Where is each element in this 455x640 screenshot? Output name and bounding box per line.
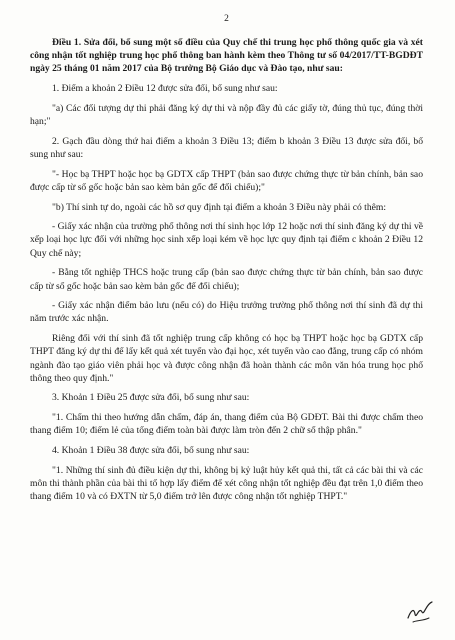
paragraph: "b) Thí sinh tự do, ngoài các hồ sơ quy định tại điểm a khoản 3 Điều này phải có thêm: xyxy=(52,201,387,213)
page-number: 2 xyxy=(224,14,229,24)
paragraph: "a) Các đối tượng dự thi phải đăng ký dự thi và nộp đầy đủ các giấy tờ, đúng thủ tục, đúng thời hạn;" xyxy=(30,102,423,128)
paragraph: Riêng đối với thí sinh đã tốt nghiệp trung cấp không có học bạ THPT hoặc học bạ GDTX cấp THPT đăng ký dự thi để lấy kết quả xét tuyển vào đại học, xét tuyển vào cao đẳng, trung cấp có nhóm ngành đào tạo giáo viên phải học và được công nhận đã hoàn thành các môn văn hóa trung học phổ thông theo quy định." xyxy=(30,333,423,384)
paragraph: 4. Khoản 1 Điều 38 được sửa đổi, bổ sung như sau: xyxy=(52,445,250,457)
article-1-heading: Điều 1. Sửa đổi, bổ sung một số điều của Quy chế thi trung học phổ thông quốc gia và xét công nhận tốt nghiệp trung học phổ thông ban hành kèm theo Thông tư số 04/2017/TT-BGDĐT ngày 25 tháng 01 năm 2017 của Bộ trưởng Bộ Giáo dục và Đào tạo, như sau: xyxy=(30,37,423,75)
paragraph: - Giấy xác nhận của trường phổ thông nơi thí sinh học lớp 12 hoặc nơi thí sinh đăng ký dự thi về xếp loại học lực đối với những học sinh xếp loại kém về học lực quy định tại điểm c khoản 2 Điều 12 Quy chế này; xyxy=(30,221,423,259)
paragraph: "- Học bạ THPT hoặc học bạ GDTX cấp THPT (bản sao được chứng thực từ bản chính, bản sao được cấp từ sổ gốc hoặc bản sao kèm bản gốc để đối chiếu);" xyxy=(30,168,423,193)
paragraph: "1. Chấm thi theo hướng dẫn chấm, đáp án, thang điểm của Bộ GDĐT. Bài thi được chấm theo thang điểm 10; điểm lẻ của tổng điểm toàn bài được làm tròn đến 2 chữ số thập phân." xyxy=(30,412,423,437)
paragraph: - Bằng tốt nghiệp THCS hoặc trung cấp (bản sao được chứng thực từ bản chính, bản sao được cấp từ sổ gốc hoặc bản sao kèm bản gốc để đối chiếu); xyxy=(30,267,423,292)
paragraph: 1. Điểm a khoản 2 Điều 12 được sửa đổi, bổ sung như sau: xyxy=(52,83,278,95)
paragraph: - Giấy xác nhận điểm bảo lưu (nếu có) do Hiệu trưởng trường phổ thông nơi thí sinh đã dự thi năm trước xác nhận. xyxy=(30,300,423,325)
initials-signature-icon xyxy=(405,598,435,626)
paragraph: "1. Những thí sinh đủ điều kiện dự thi, không bị kỷ luật hủy kết quả thi, tất cả các bài thi và các môn thi thành phần của bài thi tổ hợp lấy điểm để xét công nhận tốt nghiệp đều đạt trên 1,0 điểm theo thang điểm 10 và có ĐXTN từ 5,0 điểm trở lên được công nhận tốt nghiệp THPT." xyxy=(30,464,423,503)
paragraph: 3. Khoản 1 Điều 25 được sửa đổi, bổ sung như sau: xyxy=(52,392,250,404)
paragraph: 2. Gạch đầu dòng thứ hai điểm a khoản 3 Điều 13; điểm b khoản 3 Điều 13 được sửa đổi, bổ sung như sau: xyxy=(30,135,423,160)
